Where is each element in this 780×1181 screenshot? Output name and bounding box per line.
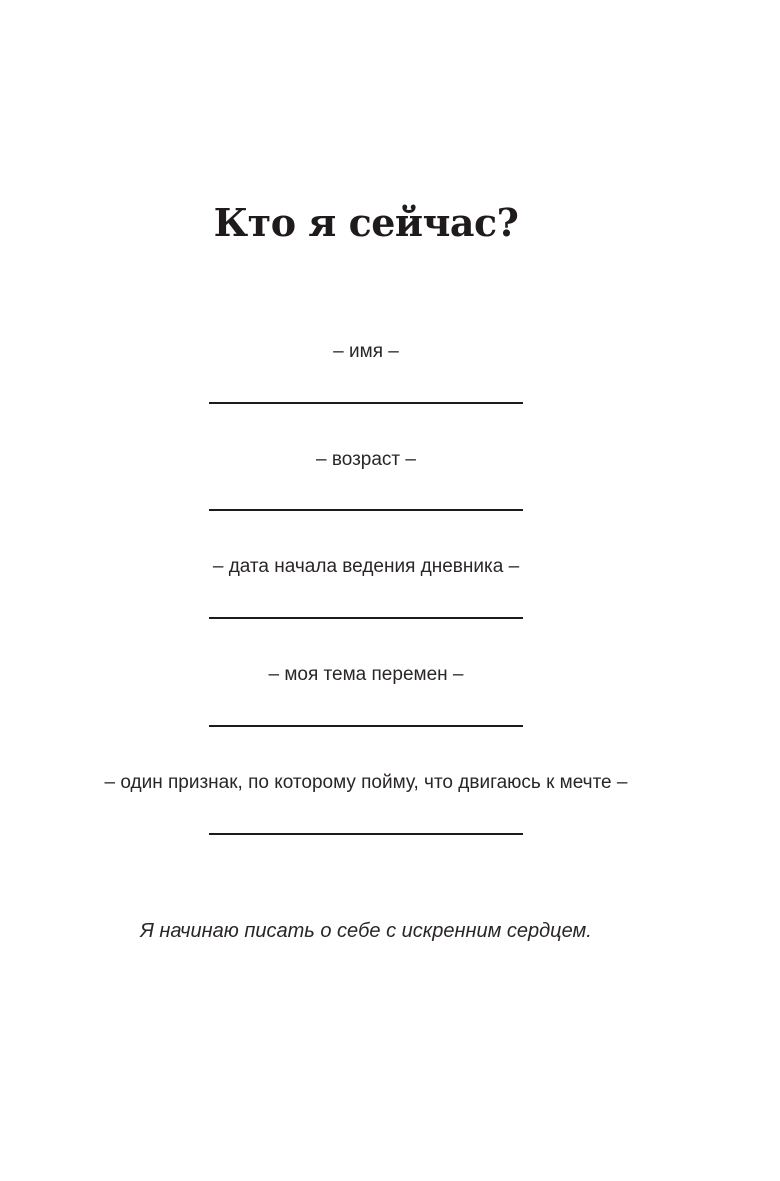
field-name-line[interactable] <box>209 402 523 404</box>
field-theme-label-wrap <box>0 663 732 687</box>
field-start-date-line[interactable] <box>209 617 523 619</box>
field-start-date-label: – дата начала ведения дневника – <box>212 556 520 577</box>
field-theme-label: – моя тема перемен – <box>268 664 464 685</box>
field-name-label-wrap <box>0 340 732 364</box>
field-sign-line[interactable] <box>209 833 523 835</box>
field-age-label: – возраст – <box>316 449 416 470</box>
field-theme-line[interactable] <box>209 725 523 727</box>
page-title: Кто я сейчас? <box>213 200 519 245</box>
field-age-line[interactable] <box>209 509 523 511</box>
field-start-date-label-wrap <box>0 555 732 579</box>
closing-statement: Я начинаю писать о себе с искренним сердцем. <box>140 920 592 942</box>
field-name-label: – имя – <box>333 341 399 362</box>
field-sign-label-wrap <box>0 771 732 795</box>
field-sign-label: – один признак, по которому пойму, что двигаюсь к мечте – <box>104 772 628 793</box>
field-age-label-wrap <box>0 448 732 472</box>
